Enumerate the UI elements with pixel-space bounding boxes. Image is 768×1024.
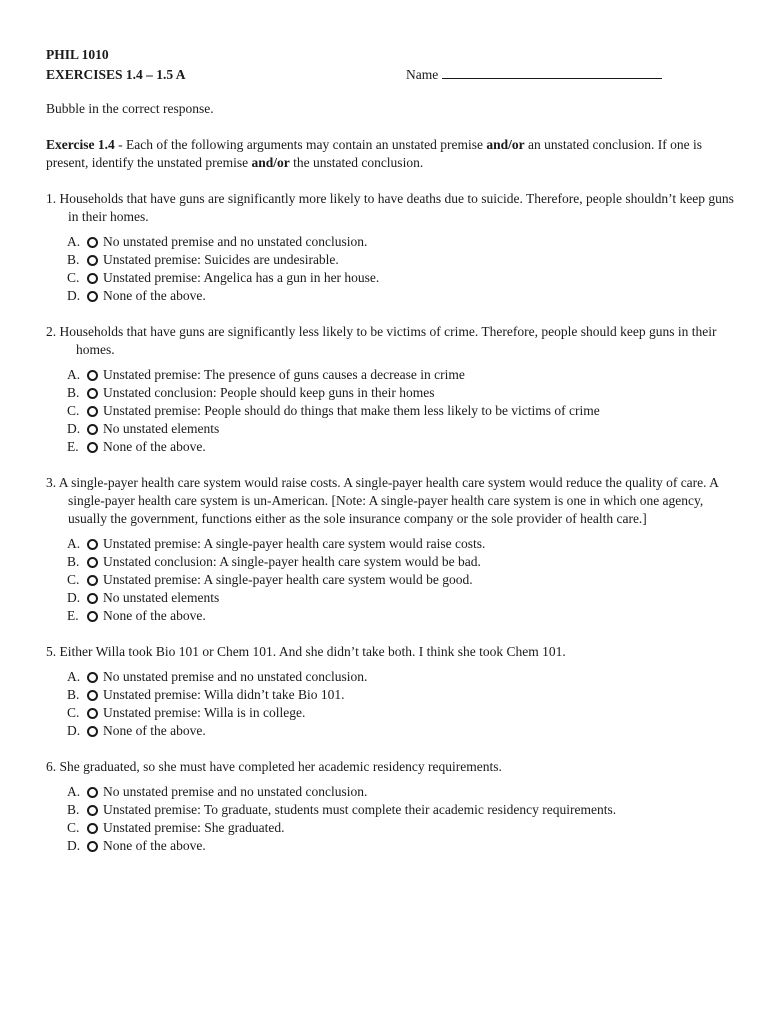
option-letter: C. bbox=[67, 572, 80, 587]
option-letter: B. bbox=[67, 687, 80, 702]
answer-bubble-icon[interactable] bbox=[87, 255, 98, 266]
answer-bubble-icon[interactable] bbox=[87, 708, 98, 719]
question-text: 5. Either Willa took Bio 101 or Chem 101. And she didn’t take both. I think she took Chem 101. bbox=[46, 644, 566, 659]
answer-bubble-icon[interactable] bbox=[87, 593, 98, 604]
answer-bubble-icon[interactable] bbox=[87, 388, 98, 399]
option-text: Unstated premise: To graduate, students must complete their academic residency requirements. bbox=[103, 802, 617, 817]
question-2 bbox=[46, 323, 736, 456]
option-letter: B. bbox=[67, 554, 80, 569]
answer-bubble-icon[interactable] bbox=[87, 690, 98, 701]
option-letter: C. bbox=[67, 403, 80, 418]
intro-text-3: the unstated conclusion. bbox=[289, 155, 424, 170]
option-letter: A. bbox=[67, 234, 81, 249]
answer-option[interactable] bbox=[67, 287, 736, 305]
answer-bubble-icon[interactable] bbox=[87, 557, 98, 568]
option-letter: D. bbox=[67, 590, 81, 605]
option-text: Unstated premise: A single-payer health care system would raise costs. bbox=[103, 536, 486, 551]
answer-bubble-icon[interactable] bbox=[87, 406, 98, 417]
intro-text-2: an unstated conclusion. If one is present, identify the unstated premise bbox=[46, 137, 702, 170]
intro-andor-1: and/or bbox=[486, 137, 525, 152]
answer-option[interactable] bbox=[67, 571, 736, 589]
answer-options bbox=[46, 783, 736, 855]
answer-option[interactable] bbox=[67, 704, 736, 722]
question-3 bbox=[46, 474, 736, 625]
course-title: PHIL 1010 bbox=[46, 47, 109, 62]
option-letter: D. bbox=[67, 838, 81, 853]
option-text: Unstated conclusion: A single-payer health care system would be bad. bbox=[103, 554, 481, 569]
option-text: None of the above. bbox=[103, 608, 206, 623]
option-text: None of the above. bbox=[103, 439, 206, 454]
option-text: None of the above. bbox=[103, 838, 206, 853]
answer-bubble-icon[interactable] bbox=[87, 442, 98, 453]
option-letter: E. bbox=[67, 608, 79, 623]
intro-andor-2: and/or bbox=[251, 155, 290, 170]
answer-option[interactable] bbox=[67, 686, 736, 704]
answer-options bbox=[46, 233, 736, 305]
instructions: Bubble in the correct response. bbox=[46, 101, 214, 116]
answer-bubble-icon[interactable] bbox=[87, 237, 98, 248]
answer-bubble-icon[interactable] bbox=[87, 726, 98, 737]
answer-option[interactable] bbox=[67, 722, 736, 740]
option-text: No unstated premise and no unstated conclusion. bbox=[103, 784, 368, 799]
option-letter: B. bbox=[67, 385, 80, 400]
option-letter: C. bbox=[67, 270, 80, 285]
answer-bubble-icon[interactable] bbox=[87, 805, 98, 816]
option-text: No unstated elements bbox=[103, 590, 220, 605]
worksheet-page bbox=[46, 46, 736, 855]
answer-option[interactable] bbox=[67, 438, 736, 456]
option-text: Unstated premise: People should do things that make them less likely to be victims of crime bbox=[103, 403, 600, 418]
answer-option[interactable] bbox=[67, 384, 736, 402]
answer-bubble-icon[interactable] bbox=[87, 575, 98, 586]
option-text: None of the above. bbox=[103, 288, 206, 303]
question-list bbox=[46, 190, 736, 855]
answer-options bbox=[46, 668, 736, 740]
question-4 bbox=[46, 643, 736, 740]
option-letter: A. bbox=[67, 669, 81, 684]
answer-bubble-icon[interactable] bbox=[87, 611, 98, 622]
option-text: Unstated premise: Willa didn’t take Bio 101. bbox=[103, 687, 345, 702]
answer-option[interactable] bbox=[67, 783, 736, 801]
answer-option[interactable] bbox=[67, 801, 736, 819]
question-text: 2. Households that have guns are significantly less likely to be victims of crime. Therefore, people should keep guns in their homes. bbox=[46, 324, 717, 357]
answer-bubble-icon[interactable] bbox=[87, 841, 98, 852]
exercise-header-row bbox=[46, 64, 736, 82]
option-letter: A. bbox=[67, 784, 81, 799]
option-letter: D. bbox=[67, 288, 81, 303]
answer-bubble-icon[interactable] bbox=[87, 370, 98, 381]
option-text: No unstated premise and no unstated conclusion. bbox=[103, 234, 368, 249]
answer-bubble-icon[interactable] bbox=[87, 291, 98, 302]
exercise-intro bbox=[46, 136, 736, 172]
answer-option[interactable] bbox=[67, 402, 736, 420]
option-letter: E. bbox=[67, 439, 79, 454]
answer-option[interactable] bbox=[67, 233, 736, 251]
option-text: Unstated premise: Angelica has a gun in her house. bbox=[103, 270, 380, 285]
answer-option[interactable] bbox=[67, 553, 736, 571]
option-text: Unstated premise: Willa is in college. bbox=[103, 705, 306, 720]
option-letter: C. bbox=[67, 820, 80, 835]
name-blank-line[interactable] bbox=[442, 64, 662, 79]
exercise-label: Exercise 1.4 bbox=[46, 137, 115, 152]
option-text: Unstated conclusion: People should keep guns in their homes bbox=[103, 385, 435, 400]
option-letter: A. bbox=[67, 367, 81, 382]
exercise-title: EXERCISES 1.4 – 1.5 A bbox=[46, 67, 186, 82]
option-letter: B. bbox=[67, 252, 80, 267]
option-letter: D. bbox=[67, 421, 81, 436]
answer-option[interactable] bbox=[67, 420, 736, 438]
answer-option[interactable] bbox=[67, 819, 736, 837]
option-text: Unstated premise: A single-payer health care system would be good. bbox=[103, 572, 473, 587]
answer-options bbox=[46, 366, 736, 456]
option-text: Unstated premise: The presence of guns causes a decrease in crime bbox=[103, 367, 465, 382]
answer-option[interactable] bbox=[67, 589, 736, 607]
option-letter: B. bbox=[67, 802, 80, 817]
question-5 bbox=[46, 758, 736, 855]
answer-bubble-icon[interactable] bbox=[87, 672, 98, 683]
option-text: None of the above. bbox=[103, 723, 206, 738]
option-text: No unstated premise and no unstated conclusion. bbox=[103, 669, 368, 684]
course-title-row bbox=[46, 46, 736, 64]
answer-bubble-icon[interactable] bbox=[87, 787, 98, 798]
answer-bubble-icon[interactable] bbox=[87, 823, 98, 834]
answer-bubble-icon[interactable] bbox=[87, 424, 98, 435]
option-text: Unstated premise: She graduated. bbox=[103, 820, 285, 835]
answer-option[interactable] bbox=[67, 366, 736, 384]
answer-option[interactable] bbox=[67, 668, 736, 686]
option-letter: A. bbox=[67, 536, 81, 551]
intro-text-1: - Each of the following arguments may contain an unstated premise bbox=[114, 137, 487, 152]
question-text: 3. A single-payer health care system would raise costs. A single-payer health care system would reduce the quality of care. A single-payer health care system is un-American. [Note: A single-payer health care system is one in which one agency, usually the government, functions either as the sole insurance company or the sole provider of health care.] bbox=[46, 475, 719, 526]
answer-bubble-icon[interactable] bbox=[87, 273, 98, 284]
answer-bubble-icon[interactable] bbox=[87, 539, 98, 550]
question-text: 1. Households that have guns are significantly more likely to have deaths due to suicide. Therefore, people shouldn’t keep guns in their homes. bbox=[46, 191, 734, 224]
question-text: 6. She graduated, so she must have completed her academic residency requirements. bbox=[46, 759, 502, 774]
answer-option[interactable] bbox=[67, 535, 736, 553]
option-letter: D. bbox=[67, 723, 81, 738]
name-field bbox=[406, 64, 662, 84]
option-letter: C. bbox=[67, 705, 80, 720]
option-text: Unstated premise: Suicides are undesirable. bbox=[103, 252, 339, 267]
answer-option[interactable] bbox=[67, 837, 736, 855]
answer-option[interactable] bbox=[67, 607, 736, 625]
answer-option[interactable] bbox=[67, 251, 736, 269]
answer-options bbox=[46, 535, 736, 625]
answer-option[interactable] bbox=[67, 269, 736, 287]
question-1 bbox=[46, 190, 736, 305]
option-text: No unstated elements bbox=[103, 421, 220, 436]
name-label: Name bbox=[406, 67, 439, 82]
